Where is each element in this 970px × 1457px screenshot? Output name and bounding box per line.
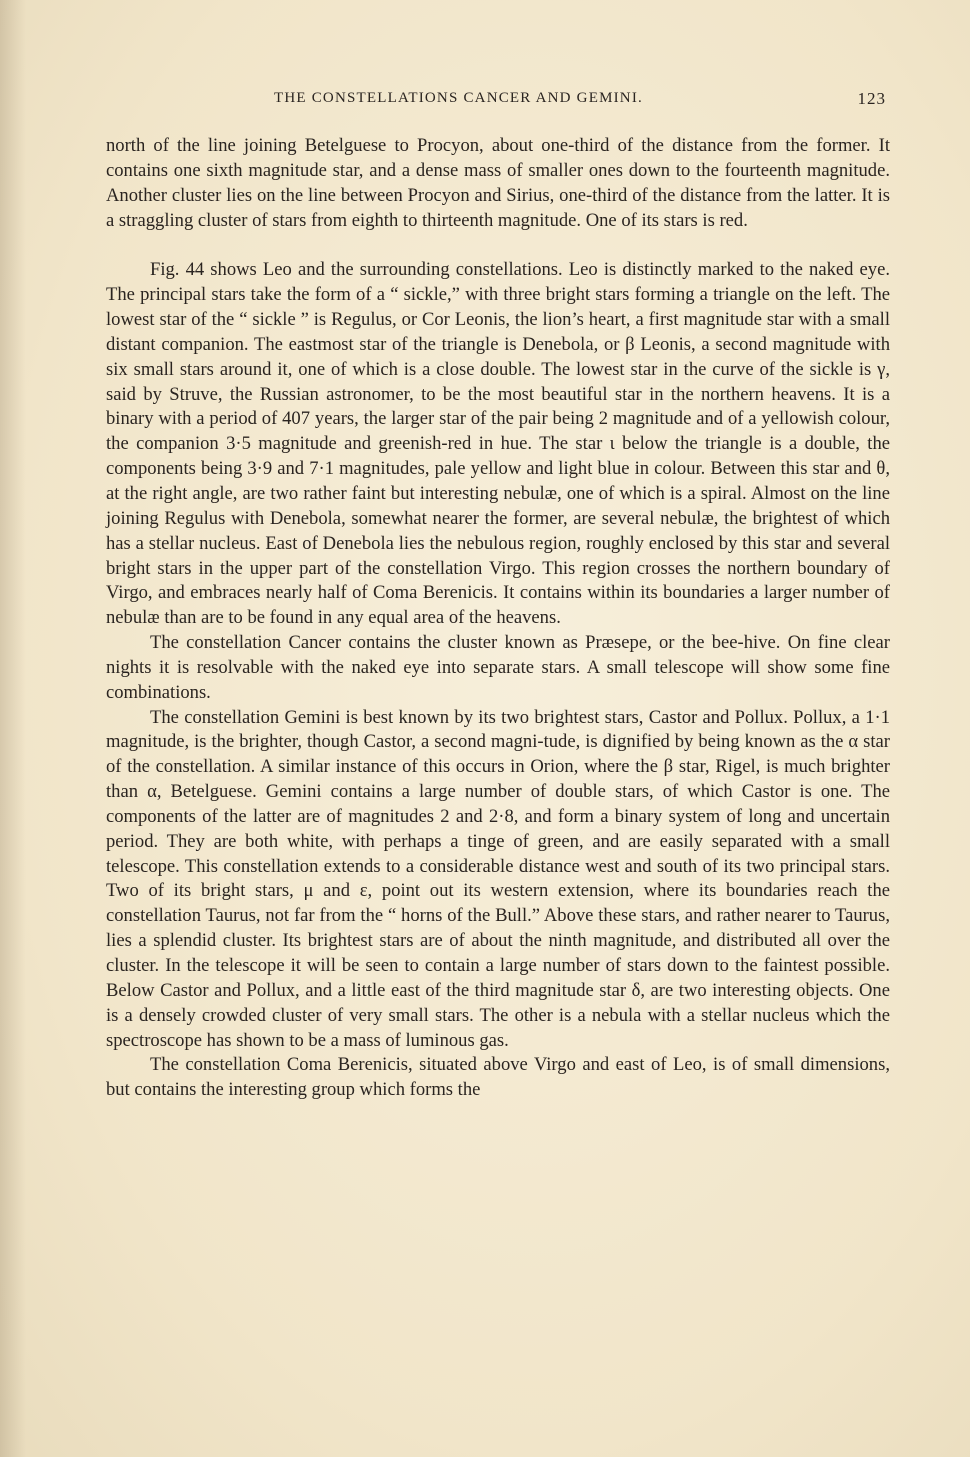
paragraph-continuation: north of the line joining Betelguese to Procyon, about one-third of the distance from the former. It contains one sixth magnitude star, and a dense mass of smaller ones down to the fourteenth magnitude. Another cluster lies on the line between Procyon and Sirius, one-third of the distance from the latter. It is a straggling cluster of stars from eighth to thirteenth magnitude. One of its stars is red.	[106, 135, 890, 231]
paragraph-cancer: The constellation Cancer contains the cluster known as Præsepe, or the bee-hive. On fine clear nights it is resolvable with the naked eye into separate stars. A small telescope will show some fine combinations.	[106, 632, 890, 703]
spine-shadow	[0, 0, 26, 1457]
paragraph-gemini: The constellation Gemini is best known by its two brightest stars, Castor and Pollux. Pollux, a 1·1 magnitude, is the brighter, though Castor, a second magni-tude, is dignified by being known as the α star of the constellation. A similar instance of this occurs in Orion, where the β star, Rigel, is much brighter than α, Betelguese. Gemini contains a large number of double stars, of which Castor is one. The components of the latter are of magnitudes 2 and 2·8, and form a binary system of long and uncertain period. They are both white, with perhaps a tinge of green, and are easily separated with a small telescope. This constellation extends to a considerable distance west and south of its two principal stars. Two of its bright stars, μ and ε, point out its western extension, where its boundaries reach the constellation Taurus, not far from the “ horns of the Bull.” Above these stars, and rather nearer to Taurus, lies a splendid cluster. Its brightest stars are of about the ninth magnitude, and distributed all over the cluster. In the telescope it will be seen to contain a large number of stars down to the faintest possible. Below Castor and Pollux, and a little east of the third magnitude star δ, are two interesting objects. One is a densely crowded cluster of very small stars. The other is a nebula with a stellar nucleus which the spectroscope has shown to be a mass of luminous gas.	[106, 706, 890, 1051]
paragraph-leo: Fig. 44 shows Leo and the surrounding constellations. Leo is distinctly marked to the naked eye. The principal stars take the form of a “ sickle,” with three bright stars forming a triangle on the left. The lowest star of the “ sickle ” is Regulus, or Cor Leonis, the lion’s heart, a first magnitude star with a small distant companion. The eastmost star of the triangle is Denebola, or β Leonis, a second magnitude with six small stars around it, one of which is a close double. The lowest star in the curve of the sickle is γ, said by Struve, the Russian astronomer, to be the most beautiful star in the northern heavens. It is a binary with a period of 407 years, the larger star of the pair being 2 magnitude and of a yellowish colour, the companion 3·5 magnitude and greenish-red in hue. The star ι below the triangle is a double, the components being 3·9 and 7·1 magnitudes, pale yellow and light blue in colour. Between this star and θ, at the right angle, are two rather faint but interesting nebulæ, one of which is a spiral. Almost on the line joining Regulus with Denebola, somewhat nearer the former, are several nebulæ, the brightest of which has a stellar nucleus. East of Denebola lies the nebulous region, roughly enclosed by this star and several bright stars in the upper part of the constellation Virgo. This region crosses the northern boundary of Virgo, and embraces nearly half of Coma Berenicis. It contains within its boundaries a larger number of nebulæ than are to be found in any equal area of the heavens.	[106, 259, 890, 629]
running-title: THE CONSTELLATIONS CANCER AND GEMINI.	[274, 90, 643, 106]
page-number: 123	[857, 89, 886, 108]
page-header	[106, 90, 890, 114]
paragraph-coma-berenicis: The constellation Coma Berenicis, situated above Virgo and east of Leo, is of small dimensions, but contains the interesting group which forms the	[106, 1054, 890, 1101]
body-text	[106, 134, 890, 1103]
